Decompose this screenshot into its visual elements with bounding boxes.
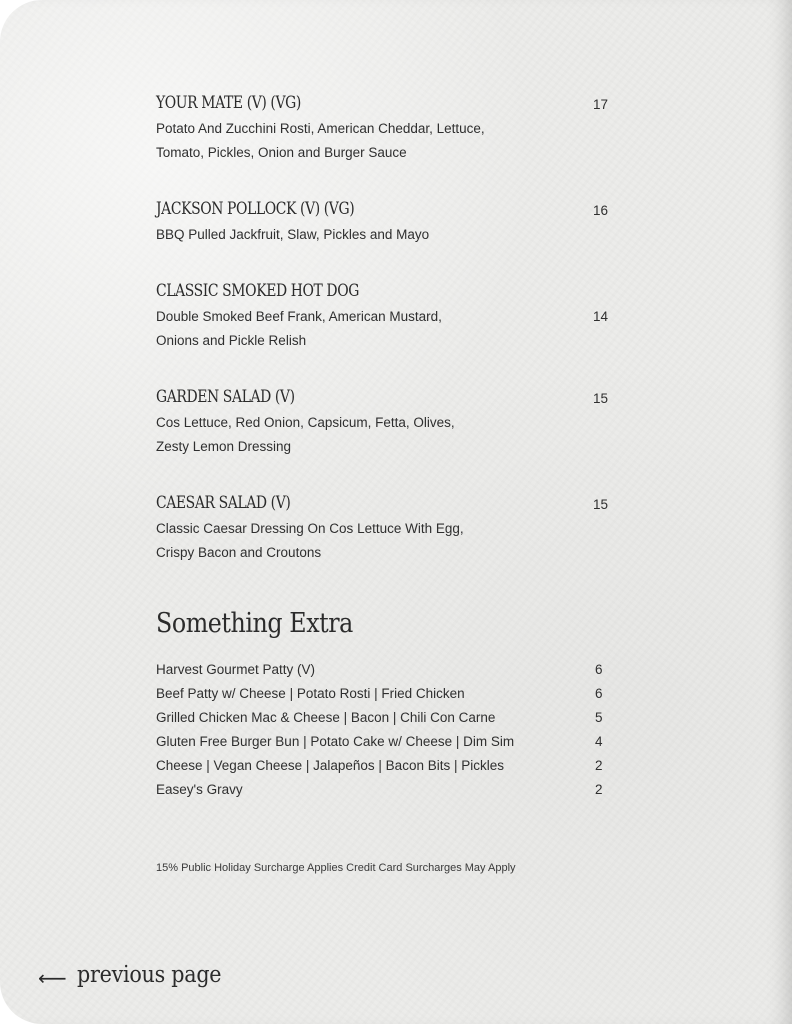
- extra-item-name: Gluten Free Burger Bun | Potato Cake w/ Cheese | Dim Sim: [156, 734, 515, 749]
- extra-item-name: Beef Patty w/ Cheese | Potato Rosti | Fried Chicken: [156, 686, 465, 701]
- extra-item-price: 4: [595, 734, 603, 749]
- menu-item-title: CAESAR SALAD (V): [156, 493, 291, 513]
- menu-item-price: 14: [593, 309, 609, 324]
- menu-item-description: Classic Caesar Dressing On Cos Lettuce With Egg,: [156, 521, 464, 536]
- extra-item-price: 5: [595, 710, 603, 725]
- menu-item-price: 16: [593, 203, 609, 218]
- menu-item-description: Tomato, Pickles, Onion and Burger Sauce: [156, 145, 407, 160]
- menu-item-price: 15: [593, 497, 609, 512]
- extra-item-price: 2: [595, 758, 603, 773]
- menu-item-price: 15: [593, 391, 609, 406]
- previous-page-label: previous page: [76, 962, 221, 988]
- menu-item-description: Potato And Zucchini Rosti, American Cheddar, Lettuce,: [156, 121, 485, 136]
- menu-item-description: Crispy Bacon and Croutons: [156, 545, 322, 560]
- menu-item-title: GARDEN SALAD (V): [156, 387, 295, 407]
- extra-item-name: Easey's Gravy: [156, 782, 243, 797]
- menu-item-description: Cos Lettuce, Red Onion, Capsicum, Fetta, Olives,: [156, 415, 455, 430]
- menu-item-title: JACKSON POLLOCK (V) (VG): [156, 199, 355, 219]
- menu-item-title: YOUR MATE (V) (VG): [156, 93, 301, 113]
- arrow-left-icon: ⟵: [38, 966, 67, 990]
- extra-item-name: Cheese | Vegan Cheese | Jalapeños | Bacon Bits | Pickles: [156, 758, 504, 773]
- extra-item-name: Grilled Chicken Mac & Cheese | Bacon | Chili Con Carne: [156, 710, 496, 725]
- section-heading-extras: Something Extra: [156, 608, 353, 639]
- menu-item-description: Onions and Pickle Relish: [156, 333, 307, 348]
- extra-item-price: 6: [595, 686, 603, 701]
- menu-item-price: 17: [593, 97, 609, 112]
- menu-item-title: CLASSIC SMOKED HOT DOG: [156, 281, 359, 301]
- menu-item-description: Zesty Lemon Dressing: [156, 439, 292, 454]
- extra-item-name: Harvest Gourmet Patty (V): [156, 662, 316, 677]
- surcharge-footnote: 15% Public Holiday Surcharge Applies Credit Card Surcharges May Apply: [156, 862, 516, 874]
- menu-item-description: Double Smoked Beef Frank, American Mustard,: [156, 309, 442, 324]
- extra-item-price: 2: [595, 782, 603, 797]
- previous-page-link[interactable]: [38, 962, 237, 988]
- menu-item-description: BBQ Pulled Jackfruit, Slaw, Pickles and Mayo: [156, 227, 430, 242]
- extra-item-price: 6: [595, 662, 603, 677]
